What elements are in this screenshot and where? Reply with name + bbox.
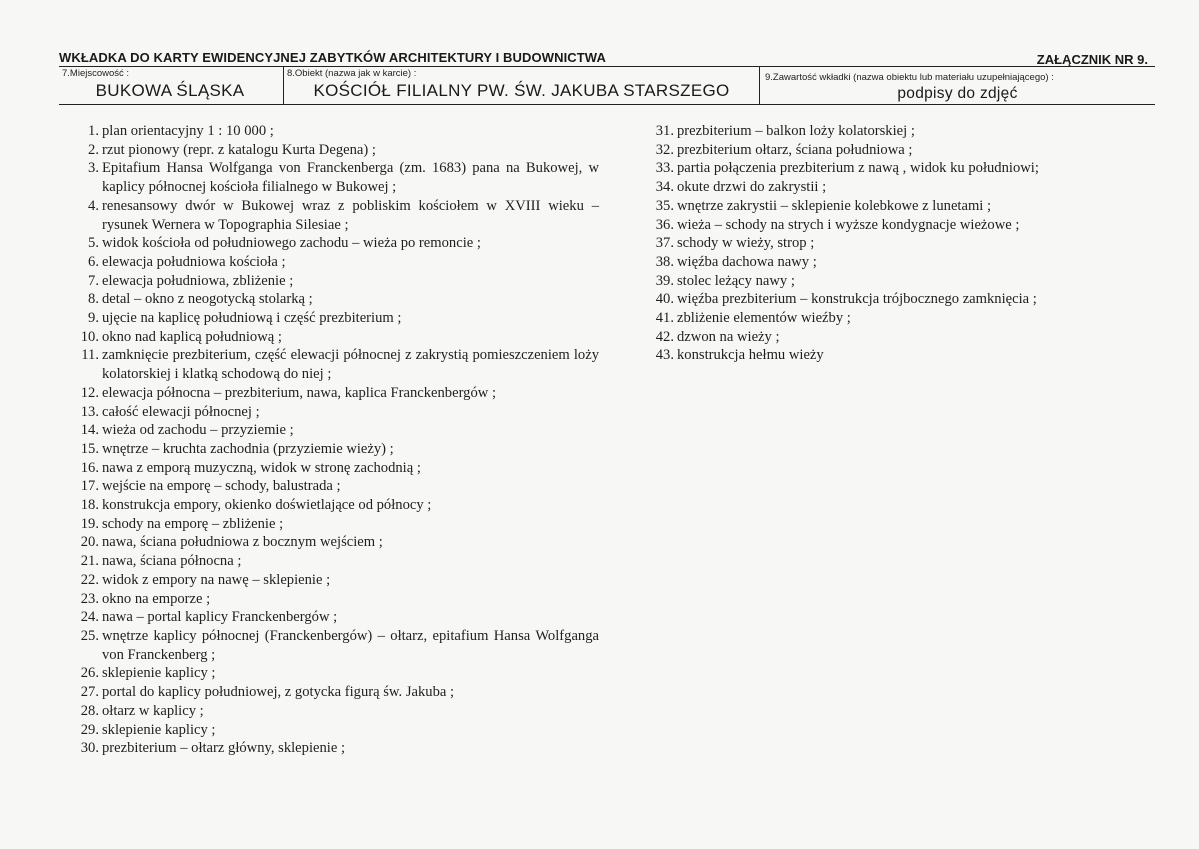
caption-item	[59, 459, 599, 478]
caption-item	[59, 571, 599, 590]
caption-text: zamknięcie prezbiterium, część elewacji północnej z zakrystią pomieszczeniem loży kolatorskiej i klatką schodową do niej ;	[102, 347, 599, 383]
caption-text: wieża od zachodu – przyziemie ;	[102, 422, 294, 439]
caption-number: 27.	[80, 684, 99, 701]
content-field	[760, 67, 1155, 104]
caption-text: nawa z emporą muzyczną, widok w stronę zachodnią ;	[102, 459, 421, 476]
caption-number: 9.	[88, 310, 99, 327]
caption-item	[634, 122, 1124, 141]
caption-text: widok z empory na nawę – sklepienie ;	[102, 571, 331, 588]
caption-item	[59, 421, 599, 440]
caption-item	[59, 253, 599, 272]
caption-number: 4.	[88, 197, 99, 214]
caption-number: 36.	[655, 216, 674, 233]
caption-number: 10.	[80, 328, 99, 345]
caption-number: 28.	[80, 702, 99, 719]
caption-number: 1.	[88, 123, 99, 139]
caption-item	[59, 290, 599, 309]
caption-number: 29.	[80, 721, 99, 738]
caption-item	[634, 178, 1124, 197]
caption-item	[59, 477, 599, 496]
caption-number: 14.	[80, 422, 99, 439]
caption-text: konstrukcja hełmu wieży	[677, 347, 824, 364]
caption-number: 6.	[88, 253, 99, 270]
caption-text: więźba dachowa nawy ;	[677, 253, 817, 270]
caption-number: 5.	[88, 235, 99, 252]
caption-item	[59, 515, 599, 534]
object-field	[283, 67, 760, 104]
caption-number: 33.	[655, 160, 674, 177]
caption-item	[634, 328, 1124, 347]
locality-label: 7.Miejscowość :	[62, 68, 130, 79]
caption-number: 21.	[80, 553, 99, 570]
caption-number: 8.	[88, 291, 99, 308]
caption-item	[59, 590, 599, 609]
caption-number: 24.	[80, 609, 99, 626]
caption-item	[634, 309, 1124, 328]
form-title: WKŁADKA DO KARTY EWIDENCYJNEJ ZABYTKÓW ARCHITEKTURY I BUDOWNICTWA	[59, 50, 606, 65]
caption-text: wnętrze kaplicy północnej (Franckenbergów) – ołtarz, epitafium Hansa Wolfganga von Franckenberg ;	[102, 627, 599, 663]
caption-text: partia połączenia prezbiterium z nawą , widok ku południowi;	[677, 160, 1039, 177]
caption-text: prezbiterium – balkon loży kolatorskiej ;	[677, 123, 915, 139]
object-label: 8.Obiekt (nazwa jak w karcie) :	[287, 68, 417, 79]
caption-item	[59, 234, 599, 253]
caption-item	[634, 346, 1124, 365]
caption-number: 40.	[655, 291, 674, 308]
locality-field	[59, 67, 281, 104]
caption-text: ujęcie na kaplicę południową i część prezbiterium ;	[102, 310, 402, 327]
caption-number: 42.	[655, 328, 674, 345]
caption-item	[59, 122, 599, 141]
caption-item	[59, 683, 599, 702]
caption-item	[59, 664, 599, 683]
caption-item	[634, 141, 1124, 160]
caption-text: całość elewacji północnej ;	[102, 403, 260, 420]
header-rule-bottom	[59, 104, 1155, 105]
caption-text: nawa, ściana północna ;	[102, 553, 242, 570]
caption-text: dzwon na wieży ;	[677, 328, 780, 345]
caption-item	[59, 328, 599, 347]
caption-text: plan orientacyjny 1 : 10 000 ;	[102, 123, 274, 139]
caption-number: 22.	[80, 571, 99, 588]
caption-item	[59, 702, 599, 721]
caption-item	[59, 197, 599, 234]
caption-item	[59, 552, 599, 571]
caption-item	[634, 290, 1124, 309]
caption-text: wejście na emporę – schody, balustrada ;	[102, 478, 341, 495]
caption-number: 12.	[80, 384, 99, 401]
caption-number: 31.	[655, 123, 674, 139]
caption-text: ołtarz w kaplicy ;	[102, 702, 204, 719]
caption-text: sklepienie kaplicy ;	[102, 665, 216, 682]
caption-item	[634, 272, 1124, 291]
caption-number: 19.	[80, 515, 99, 532]
caption-item	[59, 159, 599, 196]
caption-number: 13.	[80, 403, 99, 420]
caption-number: 38.	[655, 253, 674, 270]
caption-number: 3.	[88, 160, 99, 177]
caption-number: 25.	[80, 627, 99, 644]
caption-number: 39.	[655, 272, 674, 289]
annex-number: ZAŁĄCZNIK NR 9.	[1036, 52, 1148, 67]
caption-text: rzut pionowy (repr. z katalogu Kurta Degena) ;	[102, 141, 376, 158]
caption-item	[59, 272, 599, 291]
caption-item	[59, 346, 599, 383]
caption-item	[59, 141, 599, 160]
caption-item	[634, 234, 1124, 253]
caption-text: detal – okno z neogotycką stolarką ;	[102, 291, 313, 308]
locality-value: BUKOWA ŚLĄSKA	[95, 81, 245, 100]
caption-text: nawa, ściana południowa z bocznym wejściem ;	[102, 534, 383, 551]
caption-text: Epitafium Hansa Wolfganga von Franckenberga (zm. 1683) pana na Bukowej, w kaplicy północnej kościoła filialnego w Bukowej ;	[102, 160, 599, 196]
caption-text: sklepienie kaplicy ;	[102, 721, 216, 738]
content-value: podpisy do zdjęć	[897, 85, 1018, 102]
caption-text: renesansowy dwór w Bukowej wraz z pobliskim kościołem w XVIII wieku – rysunek Wernera w Topographia Silesiae ;	[102, 197, 599, 233]
caption-number: 34.	[655, 179, 674, 196]
caption-number: 7.	[88, 272, 99, 289]
caption-text: elewacja południowa kościoła ;	[102, 253, 286, 270]
caption-item	[59, 309, 599, 328]
caption-list-left	[59, 122, 599, 758]
caption-text: prezbiterium – ołtarz główny, sklepienie ;	[102, 740, 346, 757]
caption-text: schody w wieży, strop ;	[677, 235, 815, 252]
caption-text: widok kościoła od południowego zachodu – wieża po remoncie ;	[102, 235, 481, 252]
caption-number: 41.	[655, 310, 674, 327]
caption-item	[59, 403, 599, 422]
caption-item	[634, 253, 1124, 272]
caption-number: 20.	[80, 534, 99, 551]
caption-number: 11.	[81, 347, 99, 364]
caption-text: wnętrze zakrystii – sklepienie kolebkowe z lunetami ;	[677, 197, 992, 214]
caption-item	[634, 216, 1124, 235]
caption-text: wieża – schody na strych i wyższe kondygnacje wieżowe ;	[677, 216, 1020, 233]
caption-item	[59, 739, 599, 758]
caption-number: 43.	[655, 347, 674, 364]
caption-number: 35.	[655, 197, 674, 214]
content-label: 9.Zawartość wkładki (nazwa obiektu lub materiału uzupełniającego) :	[765, 72, 1054, 83]
caption-number: 17.	[80, 478, 99, 495]
caption-item	[59, 721, 599, 740]
caption-text: konstrukcja empory, okienko doświetlające od północy ;	[102, 497, 432, 514]
caption-text: zbliżenie elementów wieźby ;	[677, 310, 851, 327]
caption-text: nawa – portal kaplicy Franckenbergów ;	[102, 609, 338, 626]
caption-text: więźba prezbiterium – konstrukcja trójbocznego zamknięcia ;	[677, 291, 1037, 308]
caption-item	[59, 533, 599, 552]
caption-number: 37.	[655, 235, 674, 252]
caption-number: 23.	[80, 590, 99, 607]
caption-text: okno na emporze ;	[102, 590, 211, 607]
caption-item	[634, 197, 1124, 216]
caption-text: elewacja południowa, zbliżenie ;	[102, 272, 294, 289]
caption-number: 30.	[80, 740, 99, 757]
caption-text: elewacja północna – prezbiterium, nawa, kaplica Franckenbergów ;	[102, 384, 497, 401]
caption-item	[634, 159, 1124, 178]
caption-item	[59, 627, 599, 664]
caption-number: 32.	[655, 141, 674, 158]
caption-text: okno nad kaplicą południową ;	[102, 328, 282, 345]
caption-text: okute drzwi do zakrystii ;	[677, 179, 827, 196]
caption-item	[59, 440, 599, 459]
caption-number: 15.	[80, 440, 99, 457]
object-value: KOŚCIÓŁ FILIALNY PW. ŚW. JAKUBA STARSZEGO	[313, 81, 730, 100]
caption-item	[59, 496, 599, 515]
caption-text: schody na emporę – zbliżenie ;	[102, 515, 284, 532]
caption-list-right	[634, 122, 1124, 365]
caption-number: 26.	[80, 665, 99, 682]
caption-number: 16.	[80, 459, 99, 476]
caption-number: 18.	[80, 497, 99, 514]
caption-text: stolec leżący nawy ;	[677, 272, 795, 289]
caption-item	[59, 384, 599, 403]
caption-text: wnętrze – kruchta zachodnia (przyziemie wieży) ;	[102, 440, 394, 457]
caption-text: prezbiterium ołtarz, ściana południowa ;	[677, 141, 913, 158]
caption-text: portal do kaplicy południowej, z gotycka figurą św. Jakuba ;	[102, 684, 455, 701]
caption-item	[59, 608, 599, 627]
caption-number: 2.	[88, 141, 99, 158]
